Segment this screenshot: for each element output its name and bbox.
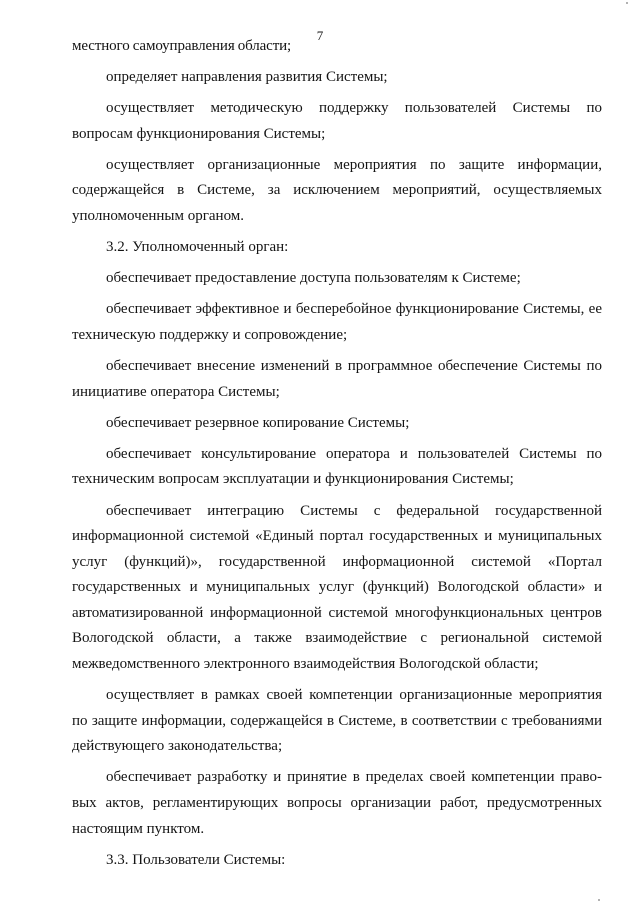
scan-speck: [626, 2, 628, 4]
paragraph: обеспечивает консультирование оператора и пользователей Системы по техническим вопросам эксплуатации и функционирования Системы;: [72, 445, 602, 488]
section-heading: 3.3. Пользователи Системы:: [106, 851, 286, 868]
paragraph: местного самоуправления области;: [72, 38, 292, 54]
paragraph: обеспечивает предоставление доступа пользователям к Системе;: [106, 270, 521, 287]
paragraph: обеспечивает эффективное и бесперебойное функционирование Системы, ее техническую поддержку и сопровождение;: [72, 301, 602, 343]
paragraph: определяет направления развития Системы;: [106, 69, 388, 86]
paragraph: обеспечивает резервное копирование Системы;: [106, 414, 410, 431]
paragraph: осуществляет организационные мероприятия по защите информации, содержащейся в Системе, за исключением мероприятий, осуществляемых уполномоченным органом.: [72, 156, 602, 225]
section-heading: 3.2. Уполномоченный орган:: [106, 239, 289, 256]
paragraph: обеспечивает интеграцию Системы с федеральной государственной информационной системой «Единый портал государственных и муниципальных услуг (функций)», государственной информационной системой «Портал государственных и муниципальных услуг (функций) Вологодской области» и автоматизированной информационной системой многофункциональных центров Вологодской области, а также взаимодействие с региональной системой межведомственного электронного взаимодействия Вологодской области;: [72, 502, 602, 673]
scan-speck: [598, 899, 600, 901]
paragraph: обеспечивает внесение изменений в программное обеспечение Системы по инициативе оператора Системы;: [72, 358, 602, 400]
paragraph: обеспечивает разработку и принятие в пределах своей компетенции правовых актов, регламентирующих вопросы организации работ, предусмотренных настоящим пунктом.: [72, 769, 602, 837]
document-body: [72, 34, 602, 879]
paragraph: осуществляет в рамках своей компетенции организационные мероприятия по защите информации, содержащейся в Системе, в соответствии с требованиями действующего законодательства;: [72, 687, 602, 755]
paragraph: осуществляет методическую поддержку пользователей Системы по вопросам функционирования Системы;: [72, 100, 602, 142]
page-number: 7: [316, 28, 324, 43]
